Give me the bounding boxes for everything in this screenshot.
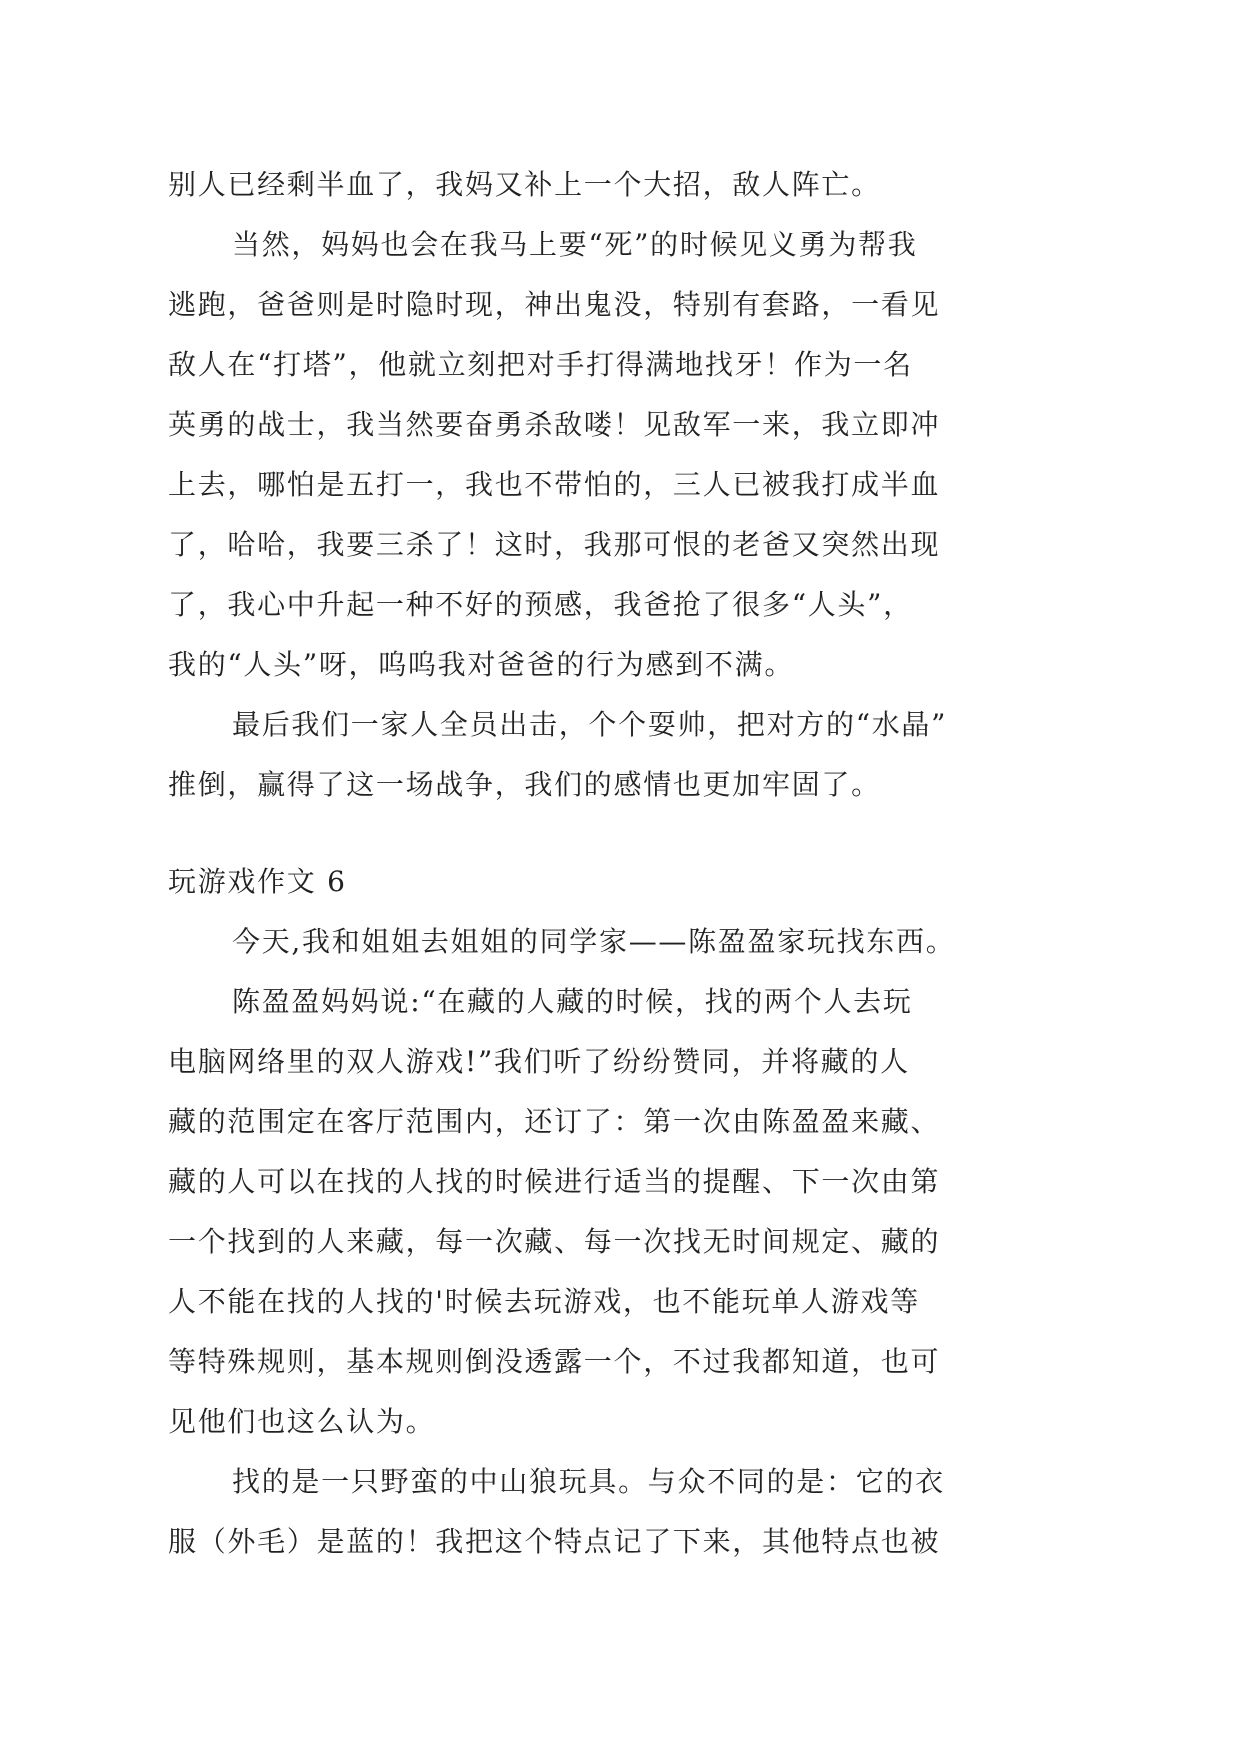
text-line: 逃跑，爸爸则是时隐时现，神出鬼没，特别有套路，一看见	[168, 288, 941, 321]
text-line: 等特殊规则，基本规则倒没透露一个，不过我都知道，也可	[168, 1345, 941, 1378]
text-line: 了，我心中升起一种不好的预感，我爸抢了很多“人头”，	[168, 588, 913, 621]
essay-heading: 玩游戏作文 6	[168, 865, 347, 898]
text-line: 了，哈哈，我要三杀了！这时，我那可恨的老爸又突然出现	[168, 528, 941, 561]
paragraph	[168, 155, 988, 215]
text-line: 敌人在“打塔”，他就立刻把对手打得满地找牙！作为一名	[168, 348, 913, 381]
text-line: 英勇的战士，我当然要奋勇杀敌喽！见敌军一来，我立即冲	[168, 408, 941, 441]
paragraph	[168, 912, 988, 972]
text-line: 藏的人可以在找的人找的时候进行适当的提醒、下一次由第	[168, 1165, 941, 1198]
text-line: 藏的范围定在客厅范围内，还订了：第一次由陈盈盈来藏、	[168, 1105, 941, 1138]
text-line: 我的“人头”呀，呜呜我对爸爸的行为感到不满。	[168, 648, 795, 681]
paragraph	[168, 1452, 988, 1572]
essay-section	[168, 912, 988, 1572]
text-line: 电脑网络里的双人游戏!”我们听了纷纷赞同，并将藏的人	[168, 1045, 910, 1078]
text-line: 当然，妈妈也会在我马上要“死”的时候见义勇为帮我	[232, 228, 918, 261]
paragraph	[168, 695, 988, 815]
paragraph	[168, 215, 988, 695]
text-line: 陈盈盈妈妈说:“在藏的人藏的时候，找的两个人去玩	[232, 985, 913, 1018]
text-line: 人不能在找的人找的'时候去玩游戏，也不能玩单人游戏等	[168, 1285, 920, 1318]
text-line: 别人已经剩半血了，我妈又补上一个大招，敌人阵亡。	[168, 168, 881, 201]
text-line: 上去，哪怕是五打一，我也不带怕的，三人已被我打成半血	[168, 468, 941, 501]
text-line: 找的是一只野蛮的中山狼玩具。与众不同的是：它的衣	[232, 1465, 945, 1498]
text-line: 一个找到的人来藏，每一次藏、每一次找无时间规定、藏的	[168, 1225, 941, 1258]
text-line: 见他们也这么认为。	[168, 1405, 436, 1438]
text-line: 推倒，赢得了这一场战争，我们的感情也更加牢固了。	[168, 768, 881, 801]
text-line: 今天,我和姐姐去姐姐的同学家——陈盈盈家玩找东西。	[232, 925, 956, 958]
document-body	[168, 155, 988, 1572]
text-line: 最后我们一家人全员出击，个个耍帅，把对方的“水晶”	[232, 708, 948, 741]
text-line: 服（外毛）是蓝的！我把这个特点记了下来，其他特点也被	[168, 1525, 941, 1558]
essay-section-continued	[168, 155, 988, 815]
paragraph	[168, 972, 988, 1452]
